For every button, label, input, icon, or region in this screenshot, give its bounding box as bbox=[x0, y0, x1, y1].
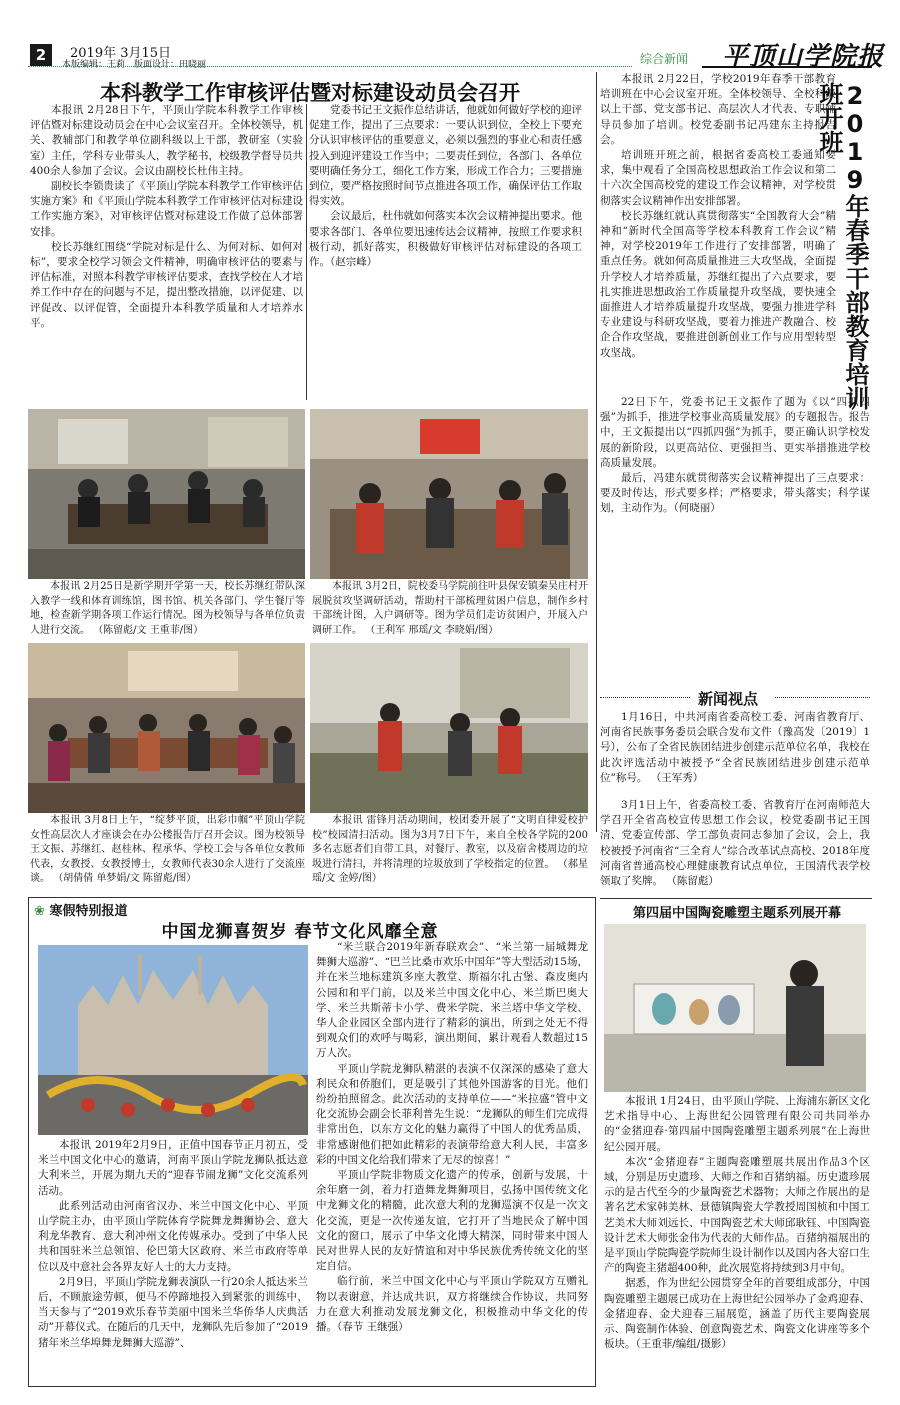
ceramics-paragraph-text: 据悉，作为世纪公园贯穿全年的首要组成部分，中国陶瓷雕塑主题展已成功在上海世纪公园举办了金鸡迎春、金猪迎春、金犬迎春三届展览，涵盖了历代主要陶瓷展示、陶瓷制作体验、创意陶瓷艺术、陶瓷文化讲座等多个板块。 bbox=[604, 1277, 870, 1351]
article2-paragraph: 最后，冯建东就贯彻落实会议精神提出了三点要求：要及时传达，形式要多样；严格要求，带头落实；科学谋划，主动作为。（何晓丽） bbox=[600, 472, 870, 515]
caption-text: 本报讯 2月25日是新学期开学第一天，校长苏继红带队深入教学一线和体育训练馆，图书馆、机关各部门、学生餐厅等地，检查新学期各项工作运行情况。图为校领导与各单位负责人进行交流。 bbox=[30, 581, 305, 636]
section-name: 综合新闻 bbox=[640, 52, 689, 66]
paper-name-logo: 平顶山学院报 bbox=[722, 42, 885, 72]
news-view-header: 新闻视点 bbox=[698, 690, 759, 708]
photo-caption bbox=[312, 814, 588, 888]
article2-paragraph: 22日下午，党委书记王文振作了题为《以“四抓四强”为抓手，推进学校事业高质量发展》的专题报告。报告中，王文振提出以“四抓四强”为抓手，要正确认识学校发展的新阶段，以更高站位、更强担当、更实举措推进学校高质量发展。 bbox=[600, 396, 870, 469]
news-view-item bbox=[600, 798, 870, 888]
article2-paragraph: 培训班开班之前，根据省委高校工委通知要求，集中观看了全国高校思想政治工作会议和第二十六次全国高校党的建设工作会议精神，对学校贯彻落实会议精神作出安排部署。 bbox=[600, 149, 836, 207]
photo-poverty-visit bbox=[310, 409, 588, 579]
photo-caption bbox=[30, 580, 305, 642]
article1-body-col2 bbox=[309, 103, 582, 403]
caption-credit: （陈留彪/文 王重菲/图） bbox=[93, 624, 204, 636]
ceramics-paragraph: 本次“金猪迎春”主题陶瓷雕塑展共展出作品3个区域，分别是历史遗珍、大师之作和百猪纳福。历史遗珍展示的是古代至今的少量陶瓷艺术器物；大师之作展出的是著名艺术家韩美林、景德镇陶瓷大学教授周国桢和中国工艺美术大师刘远长、中国陶瓷艺术大师邱耿钰、中国陶瓷设计艺术大师张金伟为代表的大师作品。百猪纳福展出的是平顶山学院陶瓷学院师生设计制作以及国内各大窑口生产的陶瓷主猪超400种，此次展览将持续到3月中旬。 bbox=[604, 1155, 870, 1275]
article1-body-col1 bbox=[30, 103, 303, 418]
page-number: 2 bbox=[30, 44, 52, 66]
winter-report-title: 中国龙狮喜贺岁 春节文化风靡全意 bbox=[161, 922, 439, 942]
article2-paragraph: 本报讯 2月22日，学校2019年春季干部教育培训班在中心会议室开班。全体校领导、全校科级以上干部、党支部书记、高层次人才代表、专职辅导员参加了培训。校党委副书记冯建东主持报告会。 bbox=[600, 73, 836, 146]
winter-paragraph: 2月9日，平顶山学院龙狮表演队一行20余人抵达米兰后，不顾旅途劳顿，便马不停蹄地投入到紧张的训练中，当天参与了“2019欢乐春节美丽中国米兰华侨华人庆典活动”开幕仪式。在随后的几天中，龙狮队先后参加了“2019猪年米兰华埠舞龙舞狮大巡游”、 bbox=[38, 1275, 308, 1349]
flower-icon: ❀ bbox=[34, 904, 45, 919]
news-view-text: 1月16日，中共河南省委高校工委、河南省教育厅、河南省民族事务委员会联合发布文件（豫高发〔2019〕1号），公布了全省民族团结进步创建示范单位名单，我校在此次评选活动中被授予“全省民族团结进步创建示范单位”称号。 bbox=[600, 711, 870, 784]
news-view-item bbox=[600, 710, 870, 788]
masthead-rule bbox=[28, 66, 632, 67]
photo-women-forum bbox=[28, 643, 305, 813]
winter-paragraph: 平顶山学院非物质文化遗产的传承，创新与发展，十余年磨一剑，着力打造舞龙舞狮项目，弘扬中国传统文化中龙狮文化的精髓，此次意大利的龙狮巡演不仅是一次文化交流，更是一次传递友谊，它打开了当地民众了解中国文化的窗口，展示了中华文化博大精深，同时带来中国人民对世界人民的友好情谊和对中华民族优秀传统文化的坚定自信。 bbox=[316, 1169, 588, 1273]
news-view-credit: （王军秀） bbox=[650, 771, 704, 784]
news-view-text: 3月1日上午，省委高校工委、省教育厅在河南师范大学召开全省高校宣传思想工作会议，校党委副书记王国清、党委宣传部、学工部负责同志参加了会议，会上，我校被授予河南省“三全育人”综合改革试点高校、2018年度河南省普通高校心理健康教育试点单位，王国清代表学校领取了奖牌。 bbox=[600, 799, 870, 888]
caption-text: 本报讯 3月8日上午，“绽梦平顶，出彩巾帼”平顶山学院女性高层次人才座谈会在办公楼报告厅召开会议。图为校领导王文振、苏继红、赵桂林、程承华、学校工会与各单位女教师代表，女教授、女教授博士，女教师代表30余人进行了交流座谈。 bbox=[30, 815, 305, 884]
ceramics-paragraph: 本报讯 1月24日，由平顶山学院、上海浦东新区文化艺术指导中心、上海世纪公园管理有限公司共同举办的“金猪迎春·第四届中国陶瓷雕塑主题系列展”在上海世纪公园开展。 bbox=[604, 1095, 870, 1153]
article1-paragraph: 副校长李锁贵读了《平顶山学院本科教学工作审核评估实施方案》和《平顶山学院本科教学工作审核评估对标建设工作实施方案》，对审核评估暨对标建设工作做了总体部署安排。 bbox=[30, 180, 303, 238]
news-view-credit: （陈留彪） bbox=[666, 875, 719, 888]
winter-report-body-left bbox=[38, 1138, 308, 1380]
photo-campus-cleanup bbox=[310, 643, 588, 813]
ceramics-body bbox=[604, 1094, 870, 1384]
issue-date: 2019年 3月15日 bbox=[70, 46, 172, 61]
article1-paragraph: 党委书记王文振作总结讲话，他就如何做好学校的迎评促建工作，提出了三点要求：一要认识到位，全校上下要充分认识审核评估的重要意义，必须以强烈的事业心和责任感投入到迎评建设工作当中；二要责任到位，各部门、各单位要明确任务分工，细化工作方案，形成工作合力；三要措施到位，要严格按照时间节点推进各项工作，确保评估工作取得实效。 bbox=[309, 104, 582, 208]
editors-line: 本版编辑：王莉 版面设计：田晓丽 bbox=[62, 60, 207, 70]
caption-text: 本报讯 3月2日，院校委马学院前往叶县保安镇秦吴庄村开展脱贫攻坚调研活动，帮助村干部梳理贫困户信息，制作乡村干部统计图，入户调研等。图为学员们走访贫困户，开展入户调研工作。 bbox=[312, 581, 588, 636]
caption-credit: （郝星瑶/文 金婷/图） bbox=[312, 858, 588, 884]
photo-campus-inspection bbox=[28, 409, 305, 579]
article1-title: 本科教学工作审核评估暨对标建设动员会召开 bbox=[100, 81, 520, 105]
photo-ceramics-exhibition bbox=[604, 924, 866, 1092]
photo-milan-dragon-dance bbox=[38, 945, 308, 1135]
article2-body bbox=[600, 72, 836, 394]
winter-paragraph: 平顶山学院龙狮队精湛的表演不仅深深的感染了意大利民众和侨胞们，更是吸引了其他外国游客的目光。他们纷纷拍照留念。此次活动的支持单位——“米拉盛”管中文化交流协会副会长菲利普先生说：“龙狮队的师生们完成得非常出色，以东方文化的魅力赢得了中国人的优秀品质，非常感谢他们把如此精彩的表演带给意大利人民，丰富多彩的中国文化给我们带来了无尽的惊喜！” bbox=[316, 1062, 588, 1166]
article1-paragraph: 校长苏继红围绕“学院对标是什么、为何对标、如何对标”，要求全校学习领会文件精神，明确审核评估的要素与评估标准，对照本科教学审核评估要求，查找学校在人才培养工作中存在的问题与不足，提出整改措施，以评促建、以评促改、以评促管，全面提升本科教学质量和人才培养水平。 bbox=[30, 240, 303, 329]
news-view-rule-right bbox=[775, 697, 870, 698]
caption-credit: （王利军 邢瑶/文 李晓娟/图） bbox=[365, 624, 499, 636]
winter-paragraph: “米兰联合2019年新春联欢会”、“米兰第一届城舞龙舞狮大巡游”、“巴兰比桑市欢乐中国年”等大型活动15场，并在米兰地标建筑多座大教堂、斯福尔扎古堡、森皮奥内公园和和平门前，以及米兰中国文化中心、米兰斯巴奥大学、米兰共斯蒂卡小学、费米学院、米兰塔中华文学校、华人企业园区全部内进行了精彩的演出，所到之处无不得到观众们的欢呼与喝彩，演出期间，累计观看人数超过15万人次。 bbox=[316, 941, 588, 1060]
ceramics-credit: （王重菲/编组/摄影） bbox=[635, 1338, 732, 1351]
caption-credit: （胡倩倩 单梦娟/文 陈留彪/图） bbox=[53, 873, 197, 884]
article1-paragraph: 会议最后，杜伟就如何落实本次会议精神提出要求。他要求各部门、各单位要迅速传达会议精神，按照工作要求积极行动，抓好落实，积极做好审核评估对标建设的各项工作。（赵宗峰） bbox=[309, 210, 582, 269]
winter-report-body-right bbox=[316, 940, 588, 1380]
winter-paragraph: 此系列活动由河南省汉办、米兰中国文化中心、平顶山学院主办，由平顶山学院体育学院舞龙舞狮协会、意大利龙华教育、意大利冲州文化传媒承办。受到了中华人民共和国驻米兰总领馆、伦巴第大区政府、米兰市政府等单位以及中意社会各界友好人士的大力支持。 bbox=[38, 1199, 308, 1273]
photo-caption bbox=[312, 580, 588, 642]
masthead-rule-right bbox=[702, 66, 872, 68]
photo-caption bbox=[30, 814, 305, 888]
article1-paragraph: 本报讯 2月28日下午，平顶山学院本科教学工作审核评估暨对标建设动员会在中心会议室召开。全体校领导，机关、教辅部门和教学单位副科级以上干部，教研室（实验室）主任，学科专业带头人，教学秘书，校级教学督导员共400余人参加了会议。会议由副校长杜伟主持。 bbox=[30, 104, 303, 177]
news-view-rule-left bbox=[600, 697, 690, 698]
winter-paragraph: 本报讯 2019年2月9日，正值中国春节正月初五，受米兰中国文化中心的邀请，河南平顶山学院龙狮队抵达意大利米兰，开展为期九天的“迎春节闹龙狮”文化交流系列活动。 bbox=[38, 1139, 308, 1197]
article2-body-lower bbox=[600, 395, 870, 685]
winter-report-label-text: 寒假特别报道 bbox=[49, 904, 128, 919]
column-rule bbox=[306, 104, 307, 400]
ceramics-top-rule bbox=[600, 898, 872, 899]
ceramics-title: 第四届中国陶瓷雕塑主题系列展开幕 bbox=[632, 906, 841, 921]
winter-paragraph: 临行前，米兰中国文化中心与平顶山学院双方互赠礼物以表谢意，并达成共识，双方将继续合作协议，共同努力在意大利推动发展龙狮文化，积极推动中华文化的传播。（春节 王继强） bbox=[316, 1275, 588, 1334]
column-rule bbox=[596, 72, 597, 832]
article2-vertical-title: 2019年春季干部教育培训班开班 bbox=[815, 82, 869, 410]
article2-paragraph: 校长苏继红就认真贯彻落实“全国教育大会”精神和“新时代全国高等学校本科教育工作会议”精神，对学校2019年工作进行了安排部署，明确了重点任务。就如何高质量推进三大攻坚战，全面提升学校人才培养质量，苏继红提出了六点要求，要扎实推进思想政治工作质量提升攻坚战，要快速全面推进人才培养质量提升攻坚战，要强力推进学科专业建设与科研攻坚战，要着力推进产教融合、校企合作攻坚战，要推进创新创业工作与应用型转型攻坚战。 bbox=[600, 209, 836, 359]
caption-text: 本报讯 雷锋月活动期间，校团委开展了“文明自律爱校护校”校园清扫活动。图为3月7日下午，来自全校各学院的200多名志愿者们自带工具，对餐厅、教室，以及宿舍楼周边的垃圾进行清扫，并将清理的垃圾放到了学校指定的位置。 bbox=[312, 815, 588, 870]
ceramics-paragraph bbox=[604, 1276, 870, 1352]
